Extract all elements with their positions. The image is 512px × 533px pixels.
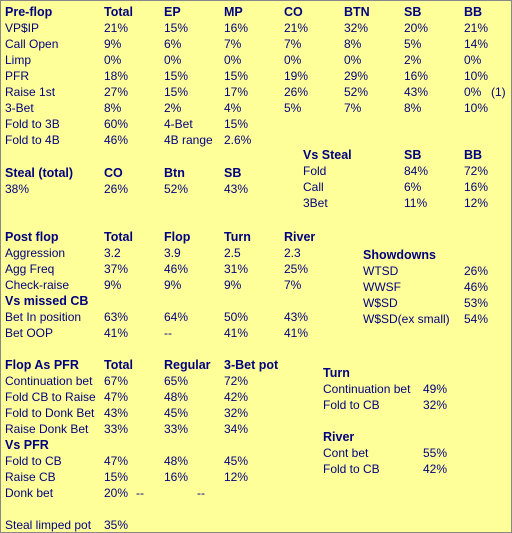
cell: 2.3 [284,246,301,260]
cell: 7% [224,37,242,51]
cell: 16% [224,21,249,35]
row-label: W$SD [363,296,398,310]
cell: 72% [224,374,249,388]
cell: 8% [404,101,422,115]
cell: 16% [464,180,489,194]
cell: 14% [464,37,489,51]
col-header-bb: BB [464,5,483,19]
cell: 29% [344,69,369,83]
cell: 9% [104,37,122,51]
row-label: PFR [5,69,29,83]
cell: 3.2 [104,246,121,260]
col-header-total: Total [104,5,133,19]
cell: 50% [224,310,249,324]
cell: 42% [423,462,448,476]
footnote: (1) [491,85,506,99]
cell: -- [136,486,144,500]
postflop-header-total: Total [104,230,133,244]
cell: 47% [104,454,129,468]
cell: 0% [464,85,482,99]
fold-to-4b-value: 46% [104,133,129,147]
cell: 32% [344,21,369,35]
cell: 2.5 [224,246,241,260]
cell: 45% [224,454,249,468]
steal-header-btn: Btn [164,166,185,180]
row-label: Check-raise [5,278,70,292]
cell: 33% [104,422,129,436]
fold-to-3b-value: 60% [104,117,129,131]
cell: 15% [224,69,249,83]
vs-steal-title: Vs Steal [303,148,352,162]
cell: 31% [224,262,249,276]
cell: 20% [404,21,429,35]
cell: 0% [284,53,302,67]
cell: 10% [464,69,489,83]
four-bet-value: 15% [224,117,249,131]
flop-pfr-header-regular: Regular [164,358,211,372]
steal-total-value: 38% [5,182,30,196]
cell: 48% [164,454,189,468]
postflop-header-river: River [284,230,316,244]
cell: 65% [164,374,189,388]
row-label: 3-Bet [5,101,34,115]
cell: 32% [224,406,249,420]
cell: 43% [104,406,129,420]
cell: 49% [423,382,448,396]
four-bet-label: 4-Bet [164,117,193,131]
cell: 41% [224,326,249,340]
cell: -- [197,486,205,500]
row-label: W$SD(ex small) [363,312,450,326]
cell: 52% [344,85,369,99]
cell: 48% [164,390,189,404]
row-label: Call Open [5,37,59,51]
steal-btn-value: 52% [164,182,189,196]
row-label: Fold CB to Raise [5,390,96,404]
preflop-title: Pre-flop [5,5,53,19]
cell: 26% [464,264,489,278]
cell: 41% [104,326,129,340]
cell: 27% [104,85,129,99]
row-label: Call [303,180,324,194]
cell: 21% [284,21,309,35]
row-label: Aggression [5,246,66,260]
postflop-title: Post flop [5,230,59,244]
col-header-sb: SB [404,5,422,19]
cell: 43% [284,310,309,324]
row-label: Donk bet [5,486,54,500]
cell: 45% [164,406,189,420]
row-label: VP$IP [5,21,40,35]
cell: 63% [104,310,129,324]
col-header-mp: MP [224,5,243,19]
cell: 43% [404,85,429,99]
steal-header-sb: SB [224,166,242,180]
cell: 16% [404,69,429,83]
cell: 55% [423,446,448,460]
cell: 12% [224,470,249,484]
cell: 6% [164,37,182,51]
missed-cb-title: Vs missed CB [5,294,89,308]
flop-pfr-header-total: Total [104,358,133,372]
row-label: WTSD [363,264,399,278]
postflop-header-flop: Flop [164,230,191,244]
cell: 0% [164,53,182,67]
row-label: WWSF [363,280,401,294]
cell: 5% [284,101,302,115]
cell: 5% [404,37,422,51]
row-label: Fold to CB [5,454,62,468]
cell: 21% [104,21,129,35]
cell: 32% [423,398,448,412]
cell: 7% [284,278,302,292]
cell: 54% [464,312,489,326]
row-label: Fold to CB [323,398,380,412]
vs-steal-header-sb: SB [404,148,422,162]
col-header-co: CO [284,5,303,19]
cell: 84% [404,164,429,178]
cell: 15% [104,470,129,484]
cell: 0% [344,53,362,67]
postflop-header-turn: Turn [224,230,251,244]
cell: 18% [104,69,129,83]
fold-to-3b-label: Fold to 3B [5,117,60,131]
cell: 8% [104,101,122,115]
row-label: Agg Freq [5,262,55,276]
cell: 26% [284,85,309,99]
cell: 6% [404,180,422,194]
turn-title: Turn [323,366,350,380]
cell: 9% [104,278,122,292]
col-header-ep: EP [164,5,181,19]
cell: 3.9 [164,246,181,260]
cell: 20% [104,486,129,500]
cell: 53% [464,296,489,310]
cell: 47% [104,390,129,404]
steal-limped-value: 35% [104,518,129,532]
cell: 25% [284,262,309,276]
steal-co-value: 26% [104,182,129,196]
cell: 41% [284,326,309,340]
cell: 11% [404,196,428,210]
cell: 10% [464,101,489,115]
cell: 15% [164,69,189,83]
cell: 46% [164,262,189,276]
cell: 0% [224,53,242,67]
row-label: Cont bet [323,446,369,460]
row-label: Limp [5,53,32,67]
cell: 42% [224,390,249,404]
cell: 15% [164,85,189,99]
cell: 0% [104,53,122,67]
cell: 67% [104,374,129,388]
cell: 46% [464,280,489,294]
cell: 12% [464,196,489,210]
cell: 16% [164,470,189,484]
col-header-btn: BTN [344,5,370,19]
flop-pfr-title: Flop As PFR [5,358,79,372]
row-label: Raise CB [5,470,56,484]
row-label: Continuation bet [5,374,93,388]
cell: 64% [164,310,189,324]
cell: 72% [464,164,489,178]
flop-pfr-header-3bet: 3-Bet pot [224,358,279,372]
cell: 19% [284,69,309,83]
four-bet-range-label: 4B range [164,133,213,147]
cell: 9% [224,278,242,292]
cell: 15% [164,21,189,35]
row-label: Fold [303,164,327,178]
cell: 0% [464,53,482,67]
row-label: 3Bet [303,196,328,210]
cell: 21% [464,21,489,35]
cell: 33% [164,422,189,436]
steal-header-co: CO [104,166,123,180]
cell: 8% [344,37,362,51]
cell: -- [164,326,172,340]
row-label: Fold to Donk Bet [5,406,95,420]
cell: 17% [224,85,249,99]
cell: 2% [404,53,422,67]
cell: 7% [284,37,302,51]
cell: 2% [164,101,182,115]
cell: 4% [224,101,242,115]
steal-sb-value: 43% [224,182,249,196]
four-bet-range-value: 2.6% [224,133,252,147]
vs-pfr-title: Vs PFR [5,438,49,452]
cell: 37% [104,262,129,276]
vs-steal-header-bb: BB [464,148,483,162]
row-label: Raise Donk Bet [5,422,89,436]
row-label: Raise 1st [5,85,56,99]
showdowns-title: Showdowns [363,248,436,262]
row-label: Bet In position [5,310,82,324]
steal-limped-label: Steal limped pot [5,518,92,532]
row-label: Fold to CB [323,462,380,476]
row-label: Bet OOP [5,326,54,340]
cell: 7% [344,101,362,115]
cell: 9% [164,278,182,292]
steal-title: Steal (total) [5,166,74,180]
river-title: River [323,430,355,444]
row-label: Continuation bet [323,382,411,396]
fold-to-4b-label: Fold to 4B [5,133,60,147]
cell: 34% [224,422,249,436]
